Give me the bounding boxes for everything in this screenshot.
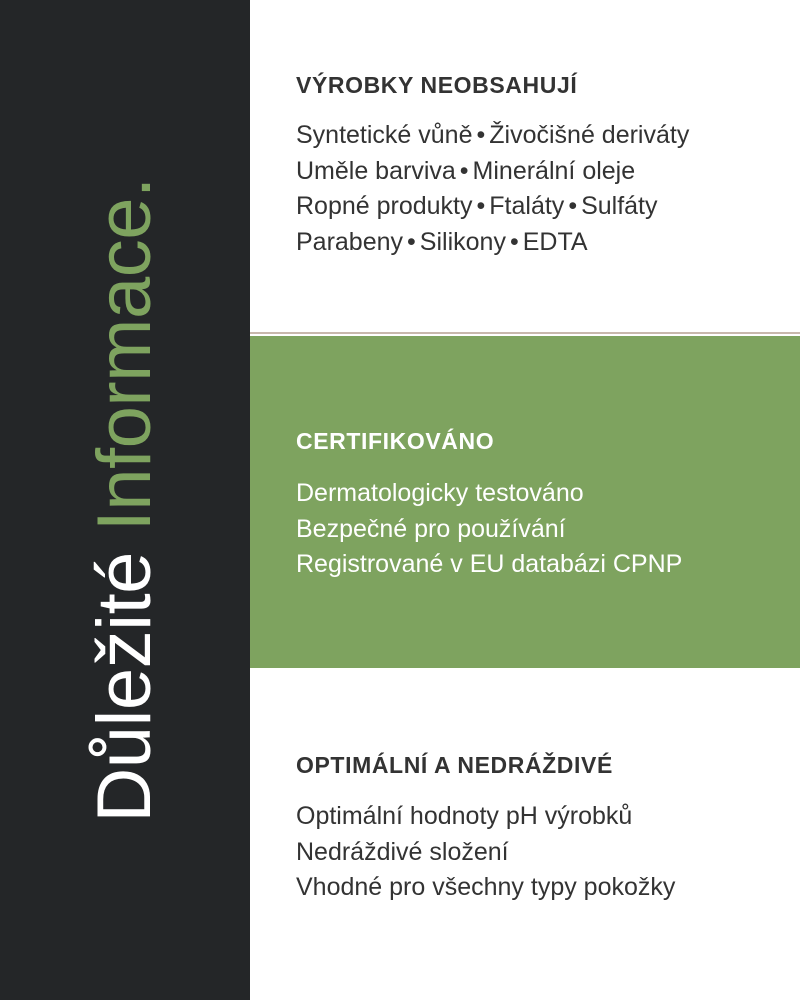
list-line: Bezpečné pro používání — [296, 514, 566, 543]
list-item: Živočišné deriváty — [489, 121, 690, 149]
list-item: Ftaláty — [489, 192, 565, 220]
list-item: Ropné produkty — [296, 192, 473, 220]
list-item: Sulfáty — [581, 192, 658, 220]
bullet-separator: • — [509, 227, 519, 256]
list-item: Uměle barviva — [296, 156, 456, 185]
section-gentle — [250, 668, 800, 1000]
list-line: Optimální hodnoty pH výrobků — [296, 802, 633, 830]
list-item: Parabeny — [296, 227, 404, 256]
list-item: Minerální oleje — [472, 156, 636, 185]
side-title — [82, 177, 167, 823]
list-item: EDTA — [522, 227, 588, 256]
list-line — [296, 118, 689, 154]
list-line: Dermatologicky testováno — [296, 479, 584, 507]
list-line: Registrované v EU databázi CPNP — [296, 550, 683, 578]
list-line: Vhodné pro všechny typy pokožky — [296, 873, 676, 901]
list-line — [296, 189, 689, 225]
bullet-separator: • — [476, 121, 486, 149]
side-title-part-1: Důležité — [82, 552, 167, 823]
list-item: Silikony — [419, 227, 506, 256]
side-title-part-2: Informace. — [82, 177, 167, 532]
section-lines — [296, 476, 682, 583]
bullet-separator: • — [459, 156, 469, 185]
bullet-separator: • — [568, 192, 578, 220]
section-ingredients-free — [250, 0, 800, 334]
section-heading: VÝROBKY NEOBSAHUJÍ — [296, 72, 578, 98]
list-line — [296, 225, 689, 261]
list-line: Nedráždivé složení — [296, 837, 509, 866]
bullet-separator: • — [407, 227, 416, 256]
section-heading: OPTIMÁLNÍ A NEDRÁŽDIVÉ — [296, 752, 613, 778]
section-certified — [250, 336, 800, 668]
list-line — [296, 154, 689, 190]
content-area — [250, 0, 800, 1000]
section-heading: CERTIFIKOVÁNO — [296, 428, 495, 454]
bullet-separator: • — [476, 192, 486, 220]
section-lines — [296, 799, 675, 906]
side-bar — [0, 0, 250, 1000]
list-item: Syntetické vůně — [296, 121, 473, 149]
section-lines — [296, 118, 689, 260]
